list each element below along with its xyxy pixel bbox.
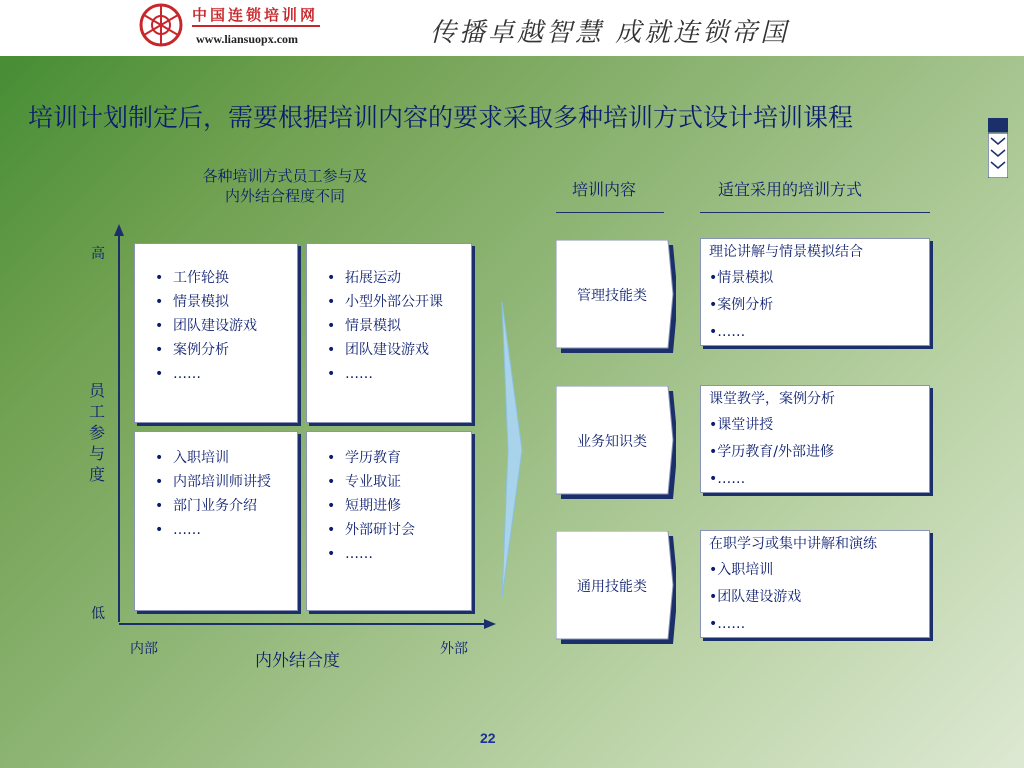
page-title: 培训计划制定后，需要根据培训内容的要求采取多种培训方式设计培训课程 [28, 103, 854, 132]
methods-card-management [700, 238, 930, 346]
logo-url[interactable]: www.liansuopx.com [196, 32, 299, 46]
y-axis-low: 低 [91, 606, 105, 622]
x-axis-internal: 内部 [130, 641, 158, 657]
list-item: • 情景模拟 [173, 294, 297, 310]
list-item: • …… [173, 522, 297, 538]
nav-chevrons-icon[interactable] [988, 118, 1008, 178]
content-label: 管理技能类 [577, 288, 647, 304]
page-number: 22 [480, 730, 496, 746]
methods-card-business [700, 385, 930, 493]
list-item: • 外部研讨会 [345, 522, 471, 538]
col-header-content-line [556, 212, 664, 213]
list-item: • 学历教育 [345, 450, 471, 466]
content-card-management [556, 240, 674, 350]
col-header-content: 培训内容 [572, 180, 637, 199]
x-axis-title: 内外结合度 [255, 651, 340, 671]
list-item: • 入职培训 [173, 450, 297, 466]
methods-item: •团队建设游戏 [709, 589, 802, 605]
methods-item: •案例分析 [709, 297, 774, 313]
list-item: • 案例分析 [173, 342, 297, 358]
left-subtitle-line2: 内外结合程度不同 [224, 187, 345, 205]
methods-item: •入职培训 [709, 562, 774, 578]
list-item: • 拓展运动 [345, 270, 471, 286]
methods-item: •…… [709, 324, 746, 340]
list-item: • 团队建设游戏 [345, 342, 471, 358]
methods-item: •课堂讲授 [709, 417, 774, 433]
list-item: • 部门业务介绍 [173, 498, 297, 514]
left-subtitle-line1: 各种培训方式员工参与及 [202, 167, 368, 185]
methods-item: •学历教育/外部进修 [709, 444, 834, 460]
methods-item: •…… [709, 471, 746, 487]
y-axis-high: 高 [91, 246, 105, 262]
left-subtitle [160, 166, 410, 206]
list-item: • …… [173, 366, 297, 382]
quadrant-bottom-left [134, 431, 298, 611]
logo-divider [192, 25, 320, 27]
methods-item: •情景模拟 [709, 270, 774, 286]
list-item: • 工作轮换 [173, 270, 297, 286]
methods-head: 理论讲解与情景模拟结合 [709, 244, 863, 260]
list-item: • 团队建设游戏 [173, 318, 297, 334]
methods-card-general [700, 530, 930, 638]
list-item: • 专业取证 [345, 474, 471, 490]
list-item: • 内部培训师讲授 [173, 474, 297, 490]
content-label: 业务知识类 [577, 434, 647, 450]
quadrant-bottom-right [306, 431, 472, 611]
header-bar [0, 0, 1024, 56]
quadrant-top-right [306, 243, 472, 423]
list-item: • …… [345, 546, 471, 562]
x-axis-external: 外部 [440, 641, 468, 657]
methods-head: 在职学习或集中讲解和演练 [709, 536, 877, 552]
col-header-methods: 适宜采用的培训方式 [718, 180, 863, 199]
logo-icon [138, 2, 184, 48]
col-header-methods-line [700, 212, 930, 213]
content-card-business [556, 386, 674, 496]
list-item: • 小型外部公开课 [345, 294, 471, 310]
content-card-general [556, 531, 674, 641]
list-item: • 情景模拟 [345, 318, 471, 334]
y-axis-title: 员工参与度 [88, 381, 105, 484]
list-item: • 短期进修 [345, 498, 471, 514]
methods-item: •…… [709, 616, 746, 632]
slogan: 传播卓越智慧 成就连锁帝国 [430, 18, 790, 48]
methods-head: 课堂教学，案例分析 [709, 391, 835, 407]
quadrant-top-left [134, 243, 298, 423]
right-arrow-icon [500, 300, 526, 600]
list-item: • …… [345, 366, 471, 382]
content-label: 通用技能类 [577, 579, 647, 595]
logo-name: 中国连锁培训网 [192, 6, 319, 24]
